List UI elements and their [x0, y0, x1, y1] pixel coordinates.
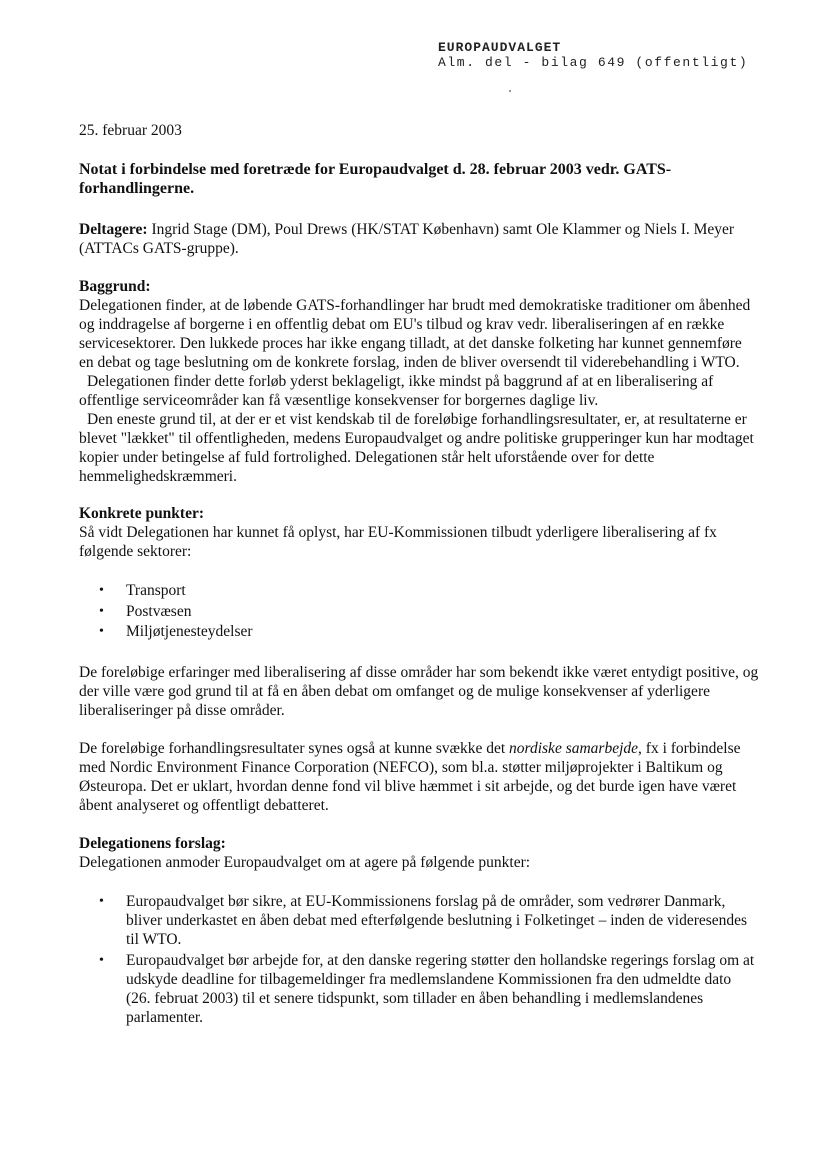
concrete-heading: Konkrete punkter: [79, 505, 205, 522]
bullet-icon: • [99, 603, 104, 619]
nordic-cooperation-emphasis: nordiske samarbejde [509, 739, 639, 757]
participants-paragraph [79, 220, 759, 258]
background-section [79, 277, 759, 486]
background-heading: Baggrund: [79, 278, 151, 295]
proposals-section [79, 834, 759, 1027]
sector-label: Miljøtjenesteydelser [126, 623, 253, 640]
list-item [79, 622, 759, 643]
list-item [79, 892, 759, 949]
document-title: Notat i forbindelse med foretræde for Europaudvalget d. 28. februar 2003 vedr. GATS-forhandlingerne. [79, 161, 672, 197]
list-item [79, 951, 759, 1027]
bullet-icon: • [99, 583, 104, 598]
list-item [79, 581, 759, 602]
proposals-intro: Delegationen anmoder Europaudvalget om at agere på følgende punkter: [79, 853, 531, 871]
nordic-text-before: De foreløbige forhandlingsresultater synes også at kunne svække det [79, 739, 510, 757]
background-paragraph-2: Delegationen finder dette forløb yderst beklageligt, ikke mindst på baggrund af at en liberalisering af offentlige serviceområder kan få væsentlige konsekvenser for borgernes daglige liv. [79, 373, 714, 409]
bullet-icon: • [99, 624, 104, 639]
scan-speck [509, 90, 511, 92]
document-body [79, 121, 759, 1029]
document-date: 25. februar 2003 [79, 122, 182, 139]
stamp-committee: EUROPAUDVALGET [438, 40, 562, 55]
concrete-section [79, 504, 759, 815]
background-paragraph-3: Den eneste grund til, at der er et vist kendskab til de foreløbige forhandlingsresultater, er, at resultaterne er blevet "lækket" til offentligheden, medens Europaudvalget og andre politiske grupperinger kun har modtaget kopier under betingelse af fuld fortrolighed. Delegationen står helt uforstående over for dette hemmelighedskræmmeri. [79, 411, 754, 485]
participants-text: Ingrid Stage (DM), Poul Drews (HK/STAT København) samt Ole Klammer og Niels I. Meyer (ATTACs GATS-gruppe). [79, 221, 735, 257]
concrete-paragraph-1: De foreløbige erfaringer med liberalisering af disse områder har som bekendt ikke været entydigt positive, og der ville være god grund til at få en åben debat om omfanget og de mulige konsekvenser af yderligere liberaliseringer på disse områder. [79, 663, 759, 719]
background-paragraph-1: Delegationen finder, at de løbende GATS-forhandlinger har brudt med demokratiske traditioner om åbenhed og inddragelse af borgerne i en offentlig debat om EU's tilbud og krav vedr. liberaliseringen af en række servicesektorer. Den lukkede proces har ikke engang tilladt, at det danske folketing har kunnet gennemføre en debat og tage beslutning om de konkrete forslag, inden de bliver oversendt til viderebehandling i WTO. [79, 297, 751, 371]
archive-stamp [438, 40, 748, 71]
sector-label: Postvæsen [126, 602, 192, 620]
list-item [79, 602, 759, 623]
sector-label: Transport [126, 582, 186, 599]
proposal-text: Europaudvalget bør arbejde for, at den danske regering støtter den hollandske regerings forslag om at udskyde deadline for tilbagemeldinger fra medlemslandene Kommissionen fra den udmeldte dato (26. februat 2003) til et senere tidspunkt, som tillader en åben behandling i medlemslandenes parlamenter. [126, 951, 755, 1026]
participants-label: Deltagere: [79, 221, 148, 238]
bullet-icon: • [99, 952, 104, 968]
proposals-heading: Delegationens forslag: [79, 834, 226, 852]
concrete-intro: Så vidt Delegationen har kunnet få oplyst, har EU-Kommissionen tilbudt yderligere liberalisering af fx følgende sektorer: [79, 524, 717, 560]
proposal-list [79, 892, 759, 1027]
proposal-text: Europaudvalget bør sikre, at EU-Kommissionens forslag på de områder, som vedrører Danmark, bliver underkastet en åben debat med efterfølgende beslutning i Folketinget – inden de videresendes til WTO. [126, 892, 748, 948]
sector-list [79, 581, 759, 643]
nordic-text-after: , fx i forbindelse med Nordic Environment Finance Corporation (NEFCO), som bl.a. støtter miljøprojekter i Baltikum og Østeuropa. Det er uklart, hvordan denne fond vil blive hæmmet i sit arbejde, og det burde igen have været åbent analyseret og offentligt debatteret. [79, 739, 741, 814]
bullet-icon: • [99, 893, 104, 909]
concrete-paragraph-2 [79, 739, 759, 815]
stamp-reference: Alm. del - bilag 649 (offentligt) [438, 55, 749, 70]
